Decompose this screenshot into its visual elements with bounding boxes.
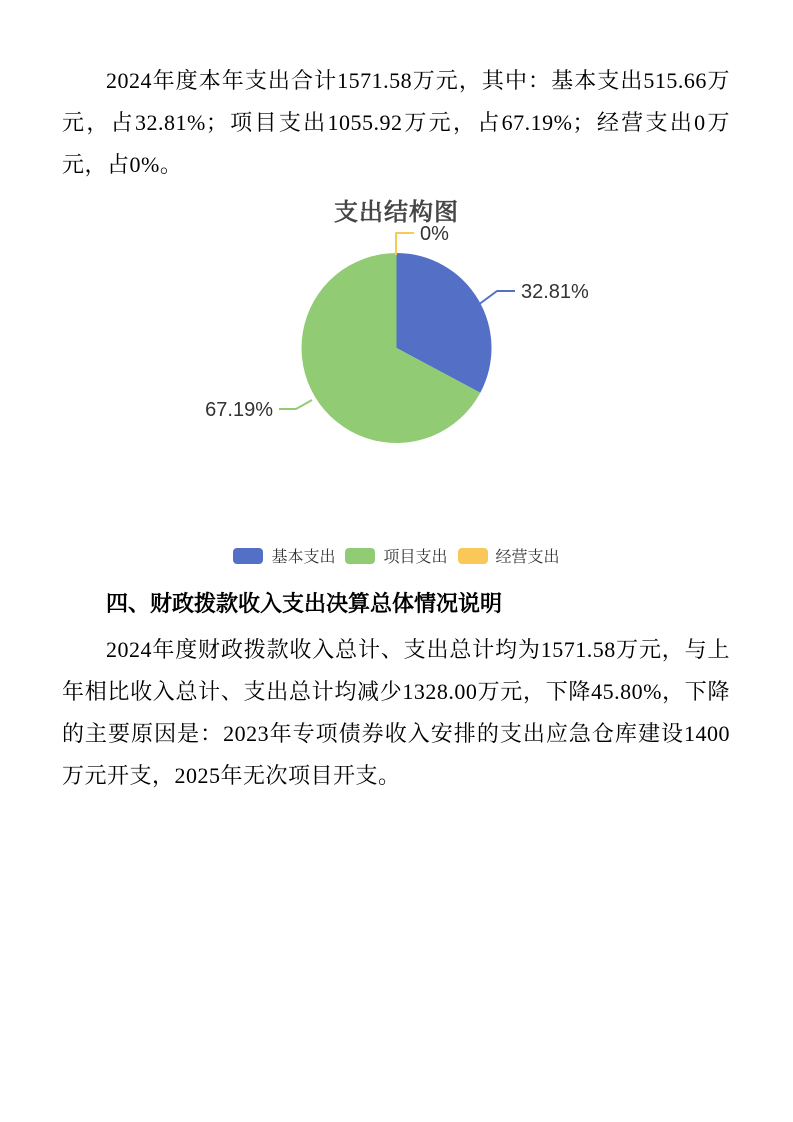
legend-item-basic[interactable] bbox=[233, 544, 335, 567]
pie-label-basic: 32.81% bbox=[521, 281, 589, 303]
legend-label-project: 项目支出 bbox=[383, 549, 448, 566]
chart-title: 支出结构图 bbox=[334, 199, 459, 226]
pie-label-operating: 0% bbox=[420, 223, 449, 245]
legend-item-operating[interactable] bbox=[458, 544, 560, 567]
label-line-basic bbox=[478, 291, 515, 305]
legend-item-project[interactable] bbox=[345, 544, 447, 567]
pie-label-project: 67.19% bbox=[205, 399, 273, 421]
legend-swatch-project-icon bbox=[345, 548, 375, 564]
legend-swatch-operating-icon bbox=[458, 548, 488, 564]
label-line-project bbox=[279, 400, 312, 409]
chart-legend bbox=[0, 544, 793, 567]
paragraph-expenditure-summary: 2024年度本年支出合计1571.58万元，其中：基本支出515.66万元，占32.81%；项目支出1055.92万元，占67.19%；经营支出0万元，占0%。 bbox=[62, 68, 730, 177]
paragraph-fiscal-summary: 2024年度财政拨款收入总计、支出总计均为1571.58万元，与上年相比收入总计、支出总计均减少1328.00万元，下降45.80%，下降的主要原因是：2023年专项债券收入安排的支出应急仓库建设1400万元开支，2025年无次项目开支。 bbox=[62, 637, 730, 788]
legend-label-operating: 经营支出 bbox=[495, 549, 560, 566]
legend-swatch-basic-icon bbox=[233, 548, 263, 564]
pie-chart-canvas bbox=[140, 214, 660, 456]
label-line-operating bbox=[396, 233, 414, 255]
legend-label-basic: 基本支出 bbox=[271, 549, 336, 566]
section-heading: 四、财政拨款收入支出决算总体情况说明 bbox=[106, 591, 503, 616]
